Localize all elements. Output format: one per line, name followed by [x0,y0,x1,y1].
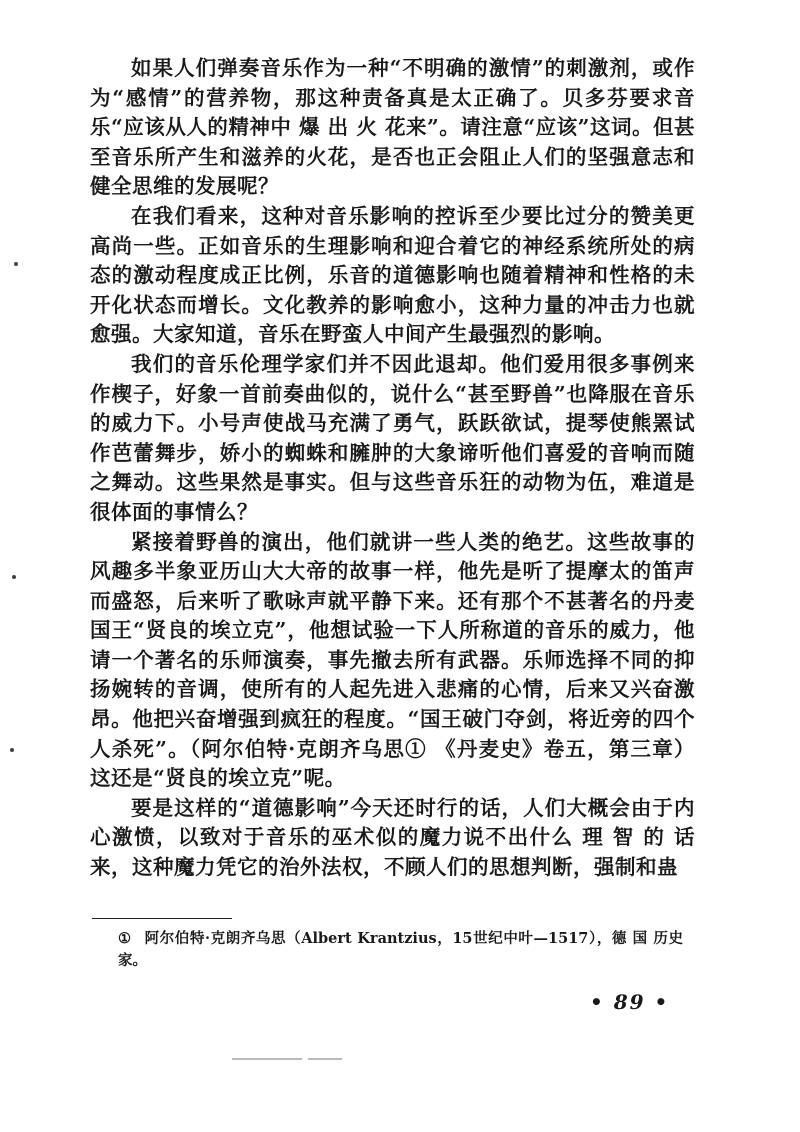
paragraph-4: 紧接着野兽的演出，他们就讲一些人类的绝艺。这些故事的风趣多半象亚历山大大帝的故事一样，他先是听了提摩太的笛声而盛怒，后来听了歌咏声就平静下来。还有那个不甚著名的丹麦国王“贤良的埃立克”，他想试验一下人所称道的音乐的威力，他请一个著名的乐师演奏，事先撤去所有武器。乐师选择不同的抑扬婉转的音调，使所有的人起先进入悲痛的心情，后来又兴奋激昂。他把兴奋增强到疯狂的程度。“国王破门夺剑，将近旁的四个人杀死”。（阿尔伯特·克朗齐乌思① 《丹麦史》卷五，第三章）这还是“贤良的埃立克”呢。 [90,529,695,791]
footnote-marker: ① [118,930,131,947]
margin-dot [10,748,14,752]
paragraph-2: 在我们看来，这种对音乐影响的控诉至少要比过分的赞美更高尚一些。正如音乐的生理影响和迎合着它的神经系统所处的病态的激动程度成正比例，乐音的道德影响也随着精神和性格的未开化状态而增长。文化教养的影响愈小，这种力量的冲击力也就愈强。大家知道，音乐在野蛮人中间产生最强烈的影响。 [90,203,695,347]
page-number: • 89 • [590,990,670,1014]
footnote [118,928,683,972]
scan-speck [308,1058,342,1060]
footnote-text: 阿尔伯特·克朗齐乌思（Albert Krantzius，15世纪中叶—1517），德 国 历史家。 [118,930,683,969]
footnote-divider [92,918,232,919]
margin-dot [14,262,18,266]
scan-speck [232,1058,302,1060]
paragraph-1: 如果人们弹奏音乐作为一种“不明确的激情”的刺激剂，或作为“感情”的营养物，那这种责备真是太正确了。贝多芬要求音乐“应该从人的精神中 爆 出 火 花来”。请注意“应该”这词。但甚至音乐所产生和滋养的火花，是否也正会阻止人们的坚强意志和健全思维的发展呢？ [90,56,695,199]
margin-dot [12,575,16,579]
paragraph-5: 要是这样的“道德影响”今天还时行的话，人们大概会由于内心激愤，以致对于音乐的巫术似的魔力说不出什么 理 智 的 话来，这种魔力凭它的治外法权，不顾人们的思想判断，强制和蛊 [90,795,695,880]
paragraph-3: 我们的音乐伦理学家们并不因此退却。他们爱用很多事例来作楔子，好象一首前奏曲似的，说什么“甚至野兽”也降服在音乐的威力下。小号声使战马充满了勇气，跃跃欲试，提琴使熊罴试作芭蕾舞步，娇小的蜘蛛和臃肿的大象谛听他们喜爱的音响而随之舞动。这些果然是事实。但与这些音乐狂的动物为伍，难道是很体面的事情么？ [90,351,695,524]
main-text [90,54,695,883]
